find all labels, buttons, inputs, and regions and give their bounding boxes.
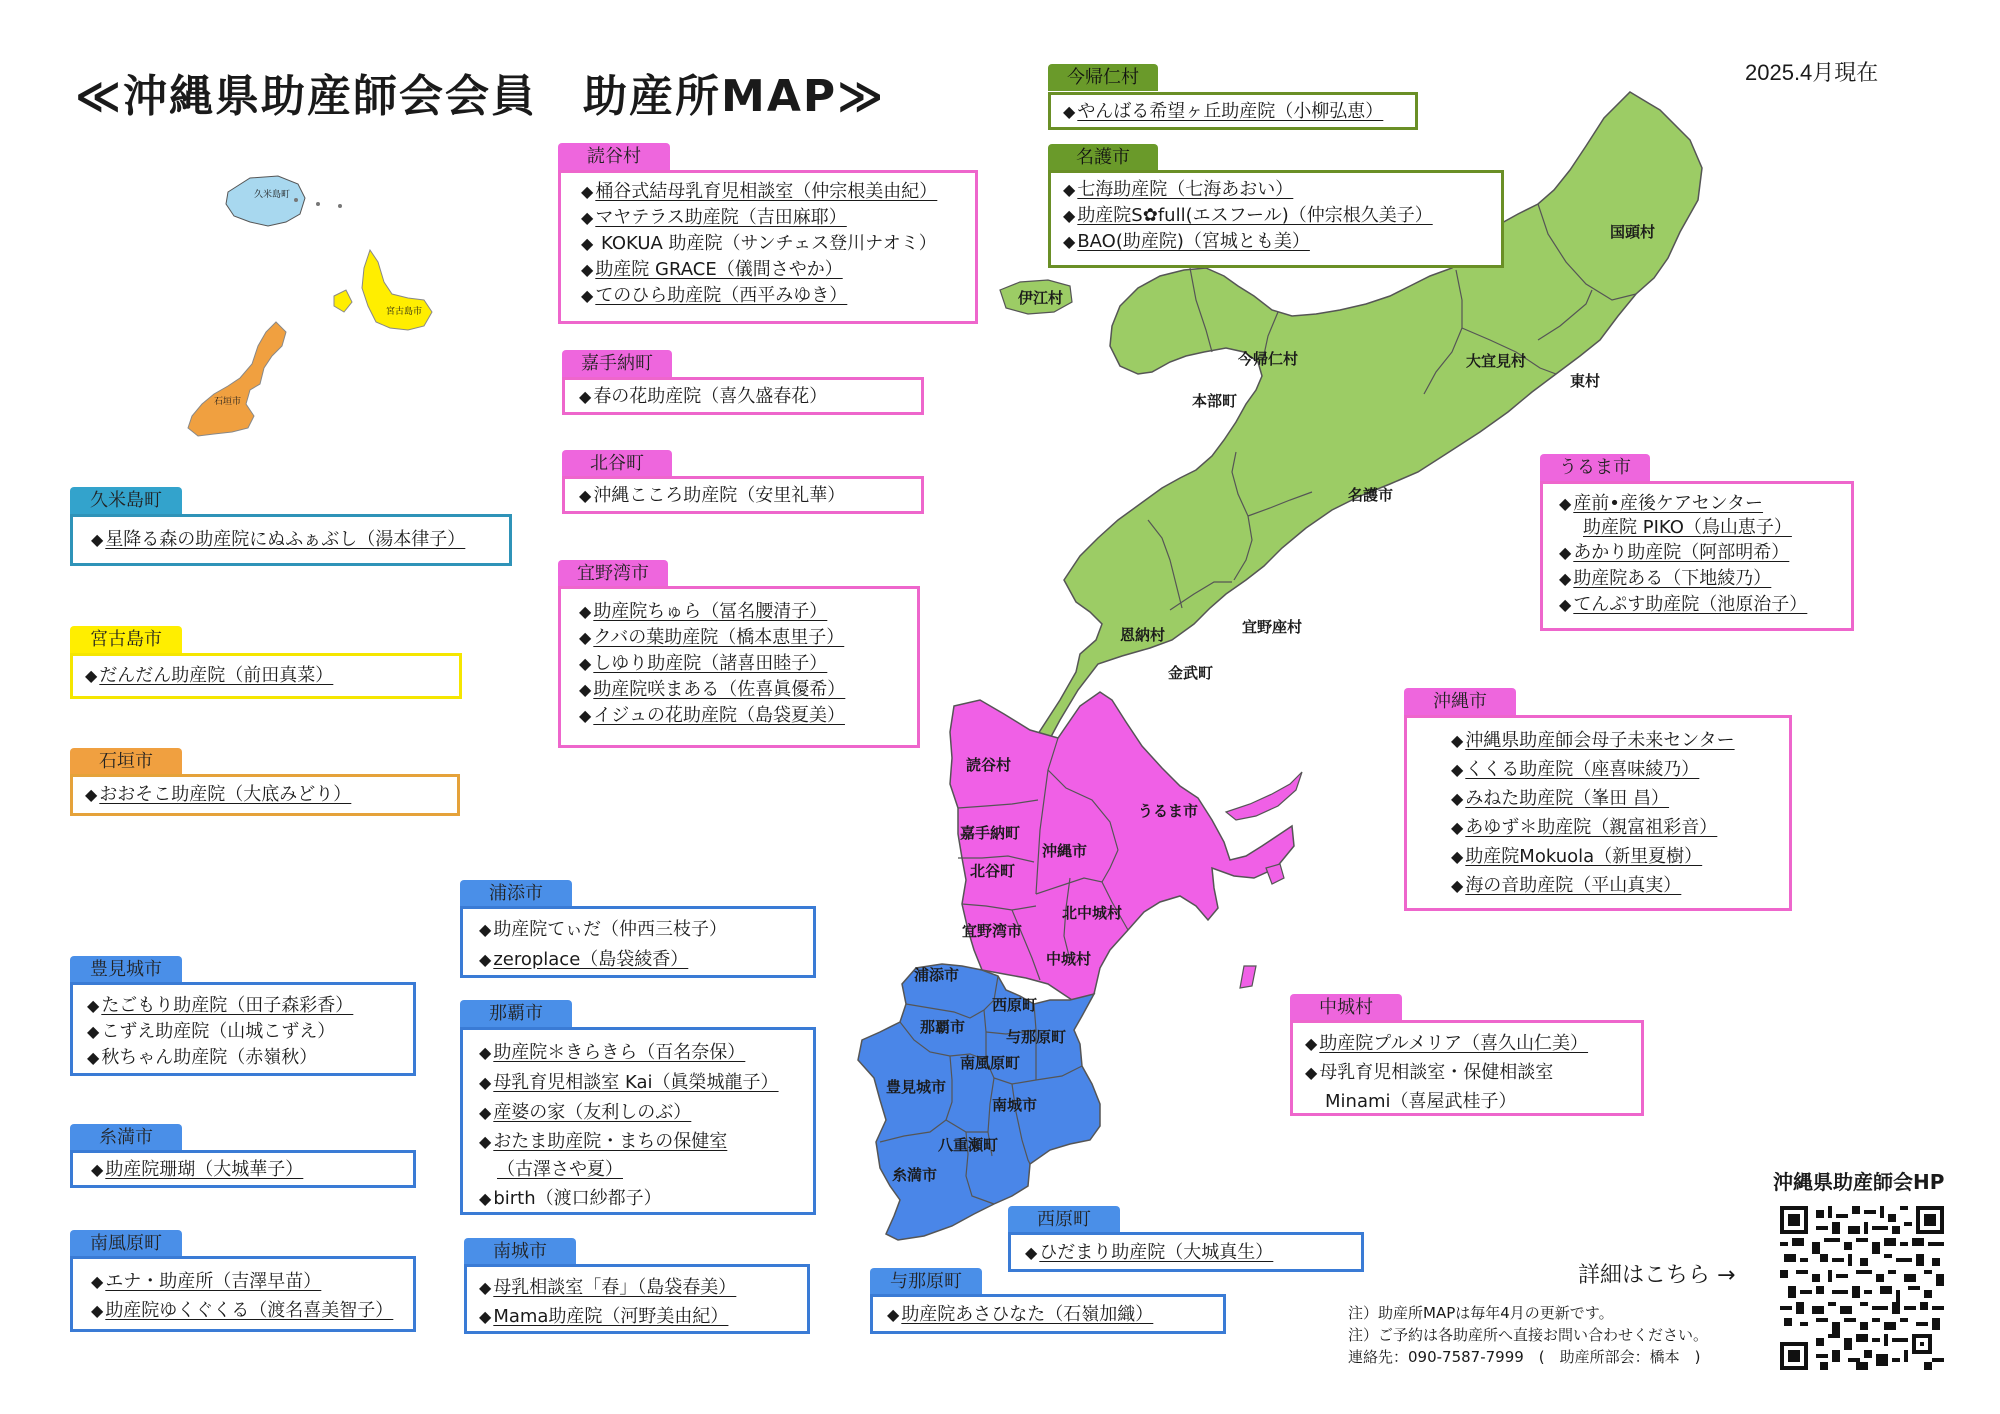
qr-code-icon[interactable] [1780,1206,1944,1370]
clinic-item[interactable]: ◆ zeroplace（島袋綾香） [479,949,689,970]
diamond-icon: ◆ [1063,232,1076,251]
list-itoman [91,1157,303,1183]
diamond-icon: ◆ [581,234,594,253]
diamond-icon: ◆ [579,654,592,673]
list-naha [479,1038,779,1214]
diamond-icon: ◆ [479,1043,492,1062]
diamond-icon: ◆ [1025,1243,1038,1262]
clinic-item[interactable]: ◆ 母乳育児相談室 Kai（眞榮城龍子） [479,1072,779,1093]
diamond-icon: ◆ [579,706,592,725]
diamond-icon: ◆ [479,1307,492,1326]
clinic-item[interactable]: ◆ おおそこ助産院（大底みどり） [85,784,352,805]
tag-nanjo: 南城市 [464,1238,576,1265]
clinic-item[interactable]: ◆ 助産院ゆくぐくる（渡名喜美智子） [91,1300,394,1321]
diamond-icon: ◆ [579,628,592,647]
diamond-icon: ◆ [1305,1034,1318,1053]
clinic-item[interactable]: ◆ birth（渡口紗都子） [479,1188,662,1209]
map-label-yonabaru: 与那原町 [1006,1028,1067,1046]
clinic-item[interactable]: ◆ たごもり助産院（田子森彩香） [87,995,354,1016]
diamond-icon: ◆ [91,1272,104,1291]
clinic-item[interactable]: ◆ くくる助産院（座喜味綾乃） [1451,759,1700,780]
clinic-item[interactable]: ◆ 沖縄こころ助産院（安里礼華） [579,485,846,506]
diamond-icon: ◆ [479,1103,492,1122]
clinic-item[interactable]: ◆ こずえ助産院（山城こずえ） [87,1021,336,1042]
tag-okinawa: 沖縄市 [1404,688,1516,715]
group-kumejima [70,514,512,566]
clinic-item[interactable]: ◆ 沖縄県助産師会母子未来センター [1451,730,1735,751]
note-line: 注）ご予約は各助産所へ直接お問い合わせください。 [1348,1326,1709,1344]
tag-chatan: 北谷町 [562,450,672,477]
diamond-icon: ◆ [581,286,594,305]
list-yomitan [581,179,937,309]
group-okinawa [1404,715,1792,911]
diamond-icon: ◆ [1559,543,1572,562]
clinic-item[interactable]: ◆ 産前•産後ケアセンター 助産院 PIKO（鳥山恵子） [1559,493,1792,538]
group-itoman [70,1150,416,1188]
diamond-icon: ◆ [581,182,594,201]
small-island-dot [294,198,298,202]
clinic-item[interactable]: ◆ 助産院あさひなた（石嶺加織） [887,1304,1154,1325]
clinic-item[interactable]: ◆ 秋ちゃん助産院（赤嶺秋） [87,1047,318,1068]
map-label-urasoe: 浦添市 [914,966,960,984]
map-label-ie: 伊江村 [1018,289,1064,307]
map-label-nanjo: 南城市 [992,1096,1038,1114]
diamond-icon: ◆ [1451,789,1464,808]
group-nago [1048,170,1504,268]
group-haebaru [70,1256,416,1332]
map-label-nakijin: 今帰仁村 [1238,350,1299,368]
clinic-item[interactable]: ◆ 助産院＊きらきら（百名奈保） [479,1042,746,1063]
diamond-icon: ◆ [579,486,592,505]
clinic-item[interactable]: ◆ てのひら助産院（西平みゆき） [581,285,848,306]
map-label-onna: 恩納村 [1120,626,1166,644]
map-label-yaese: 八重瀬町 [938,1136,999,1154]
list-haebaru [91,1267,393,1325]
list-kadena [579,384,827,410]
map-label-yomitan: 読谷村 [966,756,1012,774]
map-label-okinawa: 沖縄市 [1042,842,1088,860]
list-uruma [1559,492,1807,618]
map-label-kin: 金武町 [1168,664,1214,682]
clinic-item[interactable]: ◆ あゆず＊助産院（親富祖彩音） [1451,817,1718,838]
clinic-item[interactable]: ◆ しゆり助産院（諸喜田睦子） [579,653,828,674]
map-label-kadena: 嘉手納町 [960,824,1021,842]
list-nanjo [479,1273,736,1331]
map-label-ginoza: 宜野座村 [1242,618,1303,636]
map-region-miyakojima[interactable] [334,250,432,330]
date-label: 2025.4月現在 [1745,60,1879,85]
map-label-higashi: 東村 [1570,372,1601,390]
group-tomigusuku [70,982,416,1076]
diamond-icon: ◆ [579,387,592,406]
diamond-icon: ◆ [91,1301,104,1320]
tag-kumejima: 久米島町 [70,487,182,514]
diamond-icon: ◆ [479,1132,492,1151]
clinic-item[interactable]: ◆ 助産院 GRACE（儀間さやか） [581,259,843,280]
clinic-item[interactable]: ◆ 星降る森の助産院にぬふぁぶし（湯本律子） [91,529,466,550]
clinic-item[interactable]: ◆ てんぷす助産院（池原治子） [1559,594,1808,615]
clinic-item[interactable]: ◆ 助産院プルメリア（喜久山仁美） [1305,1033,1589,1054]
list-tomigusuku [87,993,353,1071]
list-okinawa [1451,726,1735,900]
map-label-itoman: 糸満市 [892,1166,938,1184]
tag-miyakojima: 宮古島市 [70,626,182,653]
diamond-icon: ◆ [1063,180,1076,199]
tag-nishihara: 西原町 [1008,1206,1120,1233]
map-label-chatan: 北谷町 [970,862,1016,880]
notes [1348,1302,1708,1368]
group-nakagusuku [1290,1020,1644,1116]
page-title: ≪沖縄県助産師会会員 助産所MAP≫ [75,71,886,122]
list-nakijin [1063,99,1383,125]
map-label-motobu: 本部町 [1192,392,1238,410]
clinic-item[interactable]: ◆ クバの葉助産院（橋本恵里子） [579,627,845,648]
diamond-icon: ◆ [479,950,492,969]
diamond-icon: ◆ [579,680,592,699]
diamond-icon: ◆ [479,1073,492,1092]
list-kumejima [91,527,465,553]
list-chatan [579,483,845,509]
tag-tomigusuku: 豊見城市 [70,956,182,983]
qr-title: 沖縄県助産師会HP [1773,1170,1945,1194]
clinic-item[interactable]: ◆ KOKUA 助産院（サンチェス登川ナオミ） [581,233,937,254]
clinic-item[interactable]: ◆ マヤテラス助産院（吉田麻耶） [581,207,847,228]
list-nago [1063,177,1433,255]
clinic-item[interactable]: ◆ Mama助産院（河野美由紀） [479,1306,729,1327]
clinic-item[interactable]: ◆ 母乳育児相談室・保健相談室 Minami（喜屋武桂子） [1305,1062,1554,1112]
group-yonabaru [870,1294,1226,1334]
diamond-icon: ◆ [1451,760,1464,779]
diamond-icon: ◆ [1559,595,1572,614]
list-ishigaki [85,782,351,808]
diamond-icon: ◆ [85,785,98,804]
map-label-uruma: うるま市 [1138,802,1199,820]
group-ginowan [558,586,920,748]
map-label-kumejima: 久米島町 [254,190,291,200]
map-region-kumejima[interactable] [226,176,305,226]
diamond-icon: ◆ [1559,569,1572,588]
group-nanjo [464,1264,810,1334]
map-label-kitanakagusuku: 北中城村 [1062,904,1123,922]
group-yomitan [558,170,978,324]
tag-haebaru: 南風原町 [70,1230,182,1257]
diamond-icon: ◆ [87,1048,100,1067]
map-label-nakagusuku: 中城村 [1046,950,1092,968]
tag-uruma: うるま市 [1540,454,1650,481]
diamond-icon: ◆ [87,1022,100,1041]
tag-nago: 名護市 [1048,144,1158,171]
group-chatan [562,476,924,514]
map-label-nishihara: 西原町 [992,996,1038,1014]
clinic-item[interactable]: ◆ やんばる希望ヶ丘助産院（小柳弘恵） [1063,101,1384,122]
group-urasoe [460,906,816,978]
group-ishigaki [70,774,460,816]
list-nakagusuku [1305,1029,1588,1116]
clinic-item[interactable]: ◆ 助産院珊瑚（大城華子） [91,1159,304,1180]
tag-nakijin: 今帰仁村 [1048,64,1158,91]
map-region-ishigaki[interactable] [188,322,286,436]
clinic-item[interactable]: ◆ 母乳相談室「春」（島袋春美） [479,1277,737,1298]
map-label-naha: 那覇市 [920,1018,966,1036]
clinic-item[interactable]: ◆ 助産院ちゅら（冨名腰清子） [579,601,828,622]
diamond-icon: ◆ [1063,206,1076,225]
map-region-central-islands[interactable] [1226,772,1302,988]
clinic-item[interactable]: ◆ イジュの花助産院（島袋夏美） [579,705,845,726]
tag-ishigaki: 石垣市 [70,748,182,775]
list-urasoe [479,915,727,975]
clinic-item[interactable]: ◆ 産婆の家（友利しのぶ） [479,1102,692,1123]
diamond-icon: ◆ [479,1278,492,1297]
diamond-icon: ◆ [579,602,592,621]
diamond-icon: ◆ [887,1305,900,1324]
map-label-ogimi: 大宜見村 [1466,352,1527,370]
detail-link[interactable]: 詳細はこちら → [1578,1263,1736,1288]
map-label-ginowan: 宜野湾市 [962,922,1023,940]
diamond-icon: ◆ [1451,876,1464,895]
map-label-ishigaki: 石垣市 [214,397,242,407]
diamond-icon: ◆ [479,920,492,939]
small-island-dot [316,202,320,206]
clinic-item[interactable]: ◆ 桶谷式結母乳育児相談室（仲宗根美由紀） [581,181,938,202]
diamond-icon: ◆ [479,1189,492,1208]
diamond-icon: ◆ [1451,731,1464,750]
group-nishihara [1008,1232,1364,1272]
diamond-icon: ◆ [1559,494,1572,513]
tag-kadena: 嘉手納町 [562,350,672,377]
clinic-item[interactable]: ◆ 春の花助産院（喜久盛春花） [579,386,828,407]
group-naha [460,1027,816,1215]
list-miyakojima [85,663,333,689]
clinic-item[interactable]: ◆ 海の音助産院（平山真実） [1451,875,1682,896]
list-ginowan [579,599,845,729]
group-uruma [1540,481,1854,631]
map-label-miyakojima: 宮古島市 [386,307,423,317]
diamond-icon: ◆ [581,208,594,227]
diamond-icon: ◆ [581,260,594,279]
diamond-icon: ◆ [91,1160,104,1179]
map-label-tomigusuku: 豊見城市 [886,1078,947,1096]
diamond-icon: ◆ [1063,102,1076,121]
tag-itoman: 糸満市 [70,1124,182,1151]
tag-ginowan: 宜野湾市 [558,560,668,587]
diamond-icon: ◆ [1451,847,1464,866]
tag-yonabaru: 与那原町 [870,1268,982,1295]
group-kadena [562,377,924,415]
clinic-item[interactable]: ◆ みねた助産院（峯田 昌） [1451,788,1670,809]
map-region-central[interactable] [950,692,1294,1004]
clinic-item[interactable]: ◆ 助産院Mokuola（新里夏樹） [1451,846,1703,867]
map-label-kunigami: 国頭村 [1610,223,1656,241]
group-miyakojima [70,653,462,699]
note-line: 注）助産所MAPは毎年4月の更新です。 [1348,1304,1614,1322]
clinic-item[interactable]: ◆ 助産院S✿full(エスフール)（仲宗根久美子） [1063,205,1433,226]
tag-urasoe: 浦添市 [460,880,572,907]
group-nakijin [1048,92,1418,130]
diamond-icon: ◆ [91,530,104,549]
tag-naha: 那覇市 [460,1000,572,1027]
map-label-nago: 名護市 [1348,486,1394,504]
diamond-icon: ◆ [85,666,98,685]
map-label-haebaru: 南風原町 [960,1054,1021,1072]
clinic-item[interactable]: ◆ おたま助産院・まちの保健室 （古澤さや夏） [479,1131,728,1180]
clinic-item[interactable]: ◆ BAO(助産院)（宮城とも美） [1063,231,1310,252]
tag-yomitan: 読谷村 [558,143,670,170]
diamond-icon: ◆ [87,996,100,1015]
list-yonabaru [887,1302,1153,1328]
clinic-item[interactable]: ◆ 助産院ある（下地綾乃） [1559,568,1772,589]
clinic-item[interactable]: ◆ あかり助産院（阿部明希） [1559,542,1790,563]
clinic-item[interactable]: ◆ エナ・助産所（吉澤早苗） [91,1271,322,1292]
list-nishihara [1025,1240,1273,1266]
diamond-icon: ◆ [1305,1063,1318,1082]
clinic-item[interactable]: ◆ 七海助産院（七海あおい） [1063,179,1294,200]
clinic-item[interactable]: ◆ ひだまり助産院（大城真生） [1025,1242,1274,1263]
clinic-item[interactable]: ◆ だんだん助産院（前田真菜） [85,665,334,686]
clinic-item[interactable]: ◆ 助産院てぃだ（仲西三枝子） [479,919,727,940]
small-island-dot [338,204,342,208]
diamond-icon: ◆ [1451,818,1464,837]
tag-nakagusuku: 中城村 [1290,994,1402,1021]
clinic-item[interactable]: ◆ 助産院咲まある（佐喜眞優希） [579,679,846,700]
note-line: 連絡先：090-7587-7999 ( 助産所部会：橋本 ) [1348,1348,1701,1366]
